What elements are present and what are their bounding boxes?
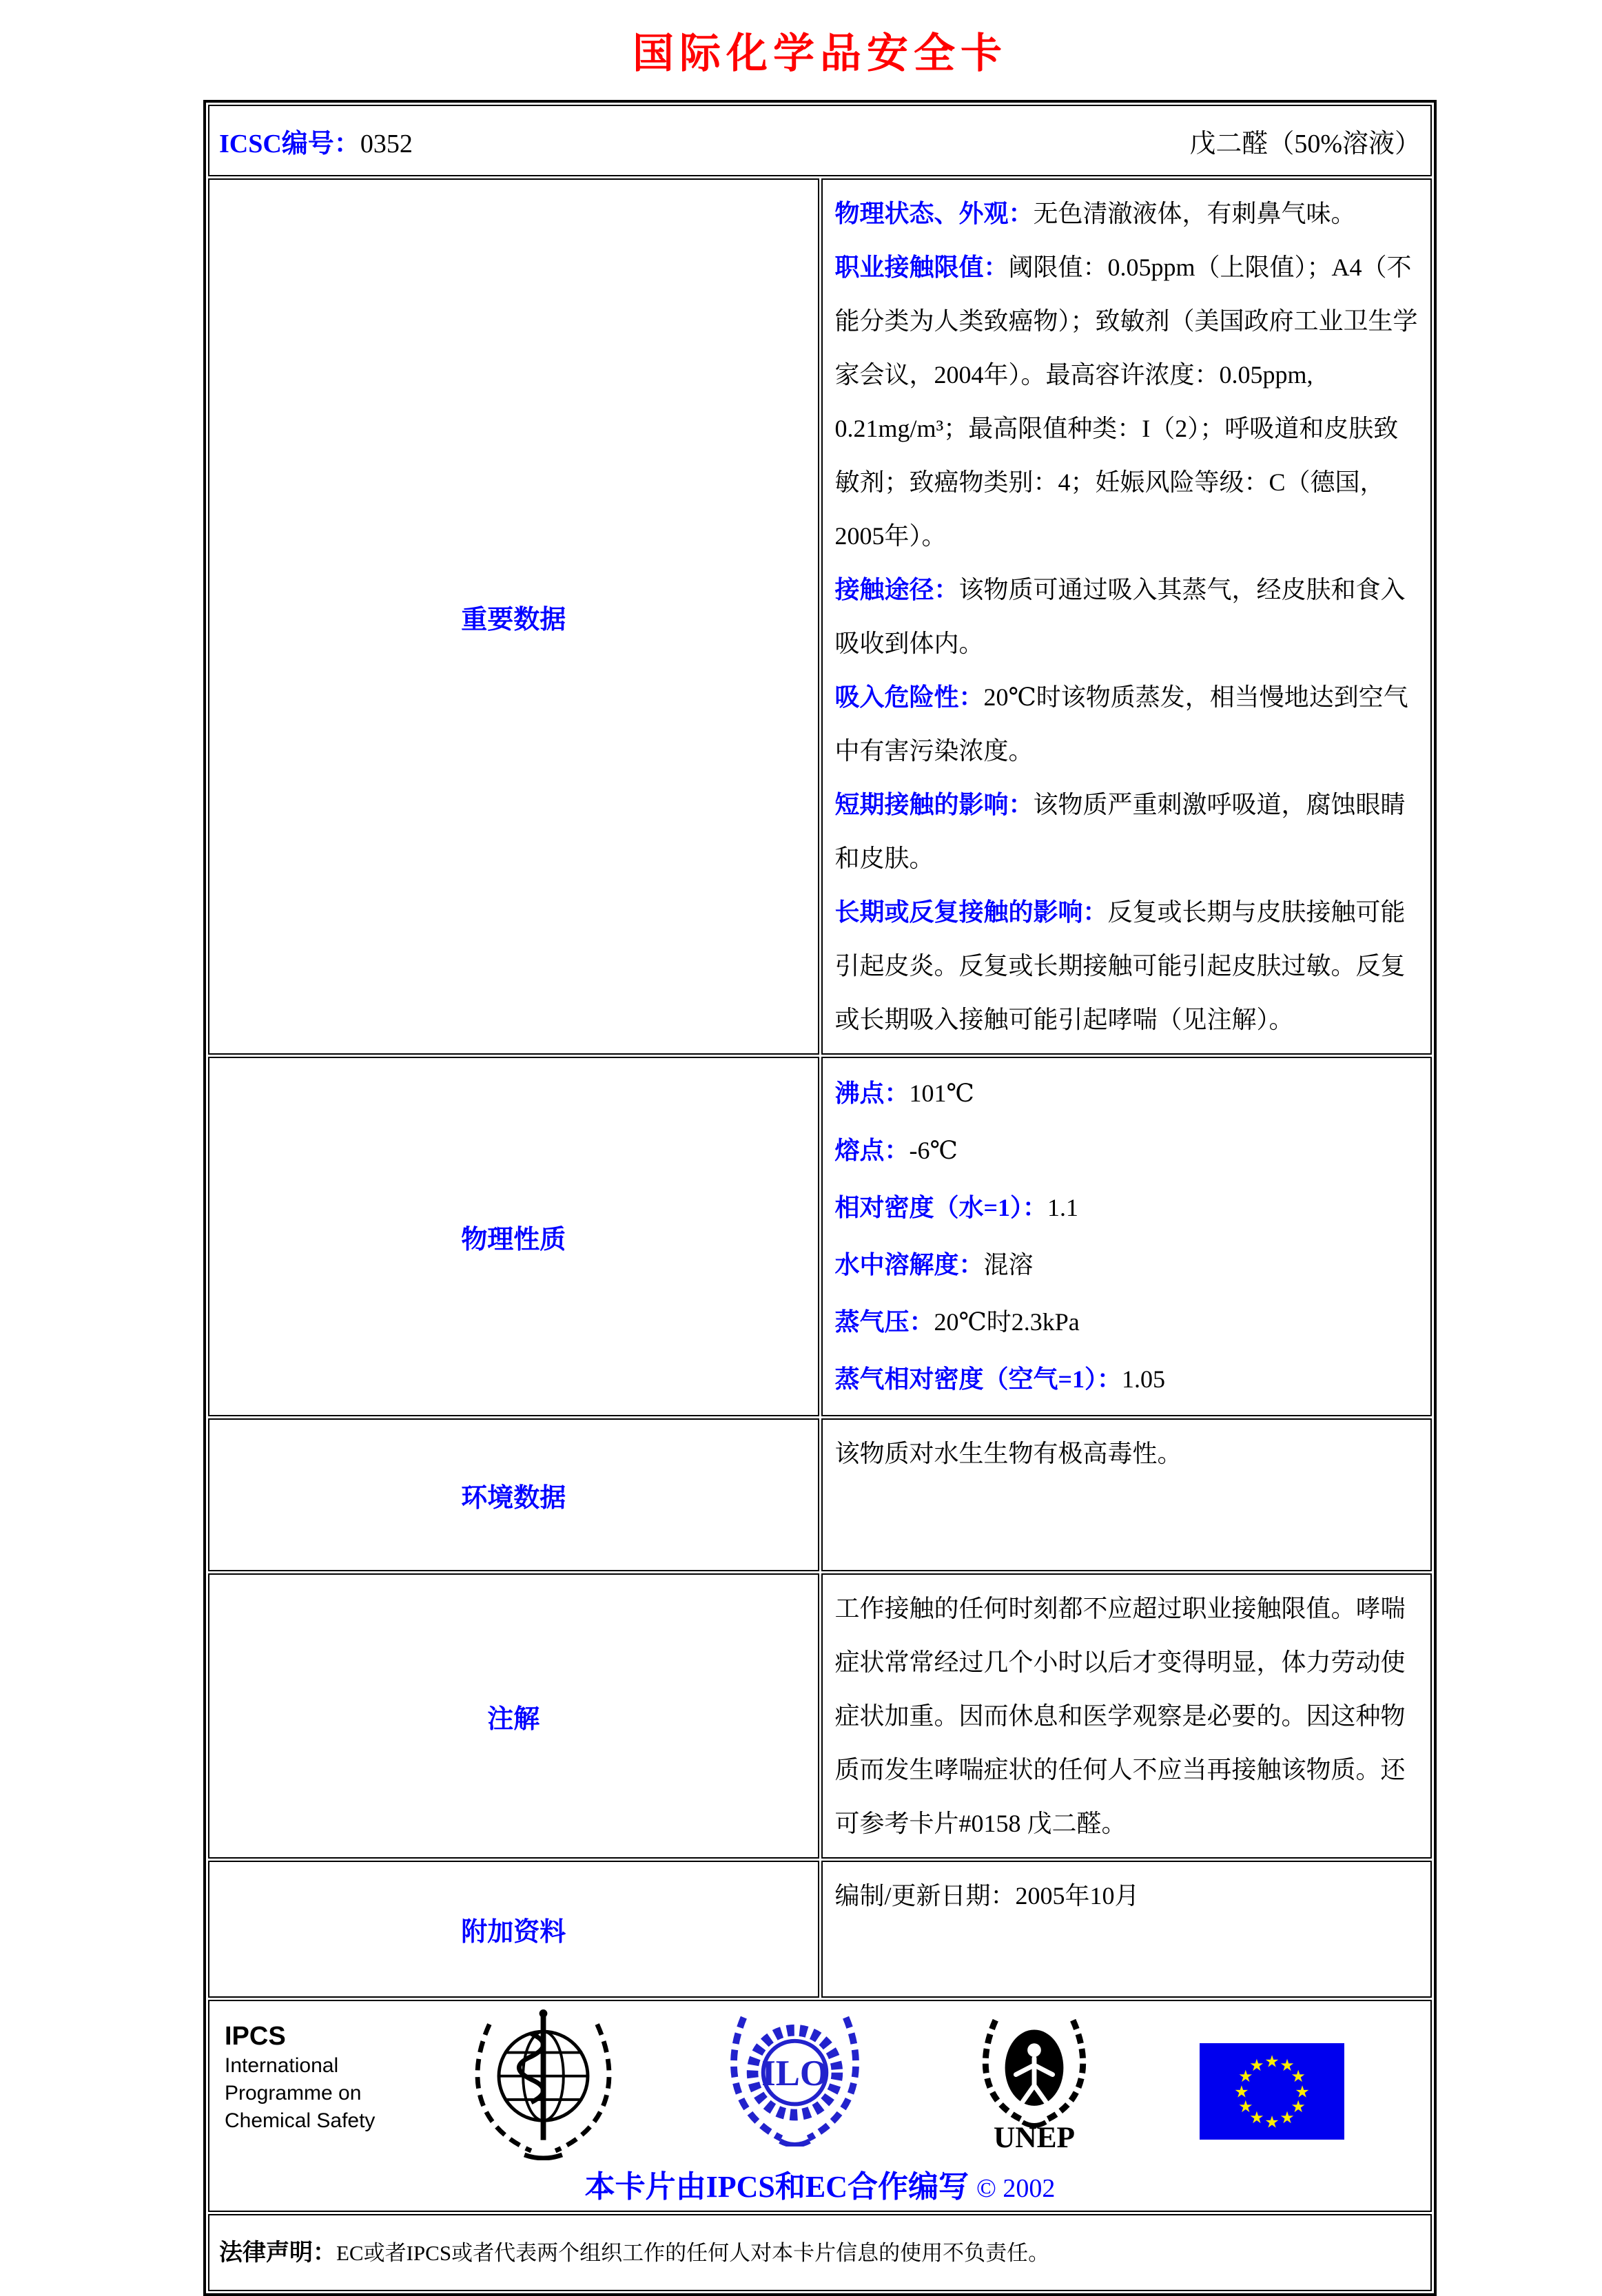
header-cell [208,105,1432,176]
important-item [835,885,1419,1046]
physical-item [835,1351,1419,1408]
ilo-text: ILO [761,2054,828,2094]
unep-text: UNEP [993,2121,1076,2151]
item-label: 接触途径： [834,576,959,603]
important-item [835,563,1419,670]
physical-properties-content [821,1057,1432,1416]
svg-text:★: ★ [1280,2055,1295,2075]
important-item [835,778,1419,885]
important-data-content [821,178,1432,1055]
physical-properties-row [208,1057,1432,1416]
physical-item [835,1179,1419,1237]
ipcs-acronym: IPCS [225,2022,286,2051]
svg-text:★: ★ [1264,2051,1280,2071]
legal-cell [208,2214,1432,2291]
item-text: 阈限值：0.05ppm（上限值）；A4（不能分类为人类致癌物）；致敏剂（美国政府工业卫生学家会议，2004年）。最高容许浓度：0.05ppm, 0.21mg/m³；最高限值种类：I（2）；呼吸道和皮肤致敏剂；致癌物类别：4；妊娠风险等级：C（德国，2005年）。 [834,254,1418,550]
additional-info-content [821,1861,1432,1998]
logos-band [218,2005,1422,2164]
unep-logo-icon [976,2005,1093,2155]
item-text: 101℃ [909,1079,974,1107]
item-label: 蒸气压： [834,1308,934,1336]
svg-text:★: ★ [1249,2108,1264,2128]
legal-text: EC或者IPCS或者代表两个组织工作的任何人对本卡片信息的使用不负责任。 [336,2240,1050,2265]
ipcs-line: International [225,2054,339,2077]
legal-row [208,2214,1432,2291]
item-label: 熔点： [834,1137,910,1164]
important-item [835,670,1419,778]
item-text: 1.1 [1047,1194,1079,1221]
item-text: 1.05 [1122,1365,1166,1393]
physical-item [835,1237,1419,1294]
item-text: 反复或长期与皮肤接触可能引起皮炎。反复或长期接触可能引起皮肤过敏。反复或长期吸入接触可能引起哮喘（见注解）。 [834,898,1406,1033]
item-text: 该物质严重刺激呼吸道，腐蚀眼睛和皮肤。 [834,791,1406,872]
svg-text:★: ★ [1238,2067,1253,2086]
ipcs-line: Programme on [225,2082,362,2104]
svg-text:★: ★ [1291,2067,1306,2086]
item-label: 相对密度（水=1）： [834,1194,1048,1221]
item-text: 20℃时2.3kPa [934,1308,1080,1336]
update-date-value: 2005年10月 [1015,1882,1140,1910]
item-label: 蒸气相对密度（空气=1）： [834,1365,1122,1393]
page-title: 国际化学品安全卡 [633,31,1007,76]
svg-text:★: ★ [1295,2082,1310,2102]
icsc-number-value: 0352 [360,129,413,158]
item-label: 职业接触限值： [834,254,1009,281]
physical-item [835,1065,1419,1122]
section-label-physical-properties: 物理性质 [208,1057,819,1416]
section-label-additional-info: 附加资料 [208,1861,819,1998]
svg-text:★: ★ [1238,2097,1253,2117]
item-text: -6℃ [909,1137,958,1164]
icsc-number-group [219,122,413,160]
svg-text:★: ★ [1249,2055,1264,2075]
important-data-row [208,178,1432,1055]
icsc-card-table [203,100,1437,2296]
section-label-environmental-data: 环境数据 [208,1418,819,1571]
item-text: 无色清澈液体，有刺鼻气味。 [1033,200,1356,227]
item-text: 该物质可通过吸入其蒸气，经皮肤和食入吸收到体内。 [834,576,1406,657]
logos-cell [208,2000,1432,2212]
physical-item [835,1294,1419,1351]
notes-row [208,1573,1432,1859]
ilo-logo-icon [728,2005,862,2150]
environmental-data-row [208,1418,1432,1571]
caption-text: 本卡片由IPCS和EC合作编写 [584,2170,969,2204]
who-logo-icon [469,2005,617,2164]
ipcs-line: Chemical Safety [225,2109,376,2132]
item-label: 水中溶解度： [834,1251,984,1279]
cooperation-caption [218,2169,1422,2206]
svg-text:★: ★ [1280,2108,1295,2128]
update-date-label: 编制/更新日期： [834,1882,1016,1910]
chemical-name: 戊二醛（50%溶液） [1189,129,1421,158]
item-label: 吸入危险性： [834,683,984,711]
item-label: 沸点： [834,1079,910,1107]
item-label: 短期接触的影响： [834,791,1034,818]
item-label: 物理状态、外观： [834,200,1034,227]
eu-flag-icon [1200,2043,1344,2143]
notes-content: 工作接触的任何时刻都不应超过职业接触限值。哮喘症状常常经过几个小时以后才变得明显，体力劳动使症状加重。因而休息和医学观察是必要的。因这种物质而发生哮喘症状的任何人不应当再接触该物质。还可参考卡片#0158 戊二醛。 [821,1573,1432,1859]
important-item [835,187,1419,240]
item-text: 20℃时该物质蒸发，相当慢地达到空气中有害污染浓度。 [834,683,1408,765]
logos-row [208,2000,1432,2212]
item-label: 长期或反复接触的影响： [834,898,1108,926]
item-text: 混溶 [983,1251,1034,1279]
section-label-important-data: 重要数据 [208,178,819,1055]
section-label-notes: 注解 [208,1573,819,1859]
svg-text:★: ★ [1291,2097,1306,2117]
additional-info-row [208,1861,1432,1998]
copyright-text: © 2002 [976,2174,1056,2203]
physical-item [835,1122,1419,1179]
icsc-number-label: ICSC编号： [219,129,360,158]
environmental-data-content: 该物质对水生生物有极高毒性。 [821,1418,1432,1571]
important-item [835,240,1419,563]
ipcs-logo [218,2005,431,2135]
svg-text:★: ★ [1264,2112,1280,2132]
svg-text:★: ★ [1234,2082,1249,2102]
legal-label: 法律声明： [219,2239,336,2266]
header-row [208,105,1432,176]
